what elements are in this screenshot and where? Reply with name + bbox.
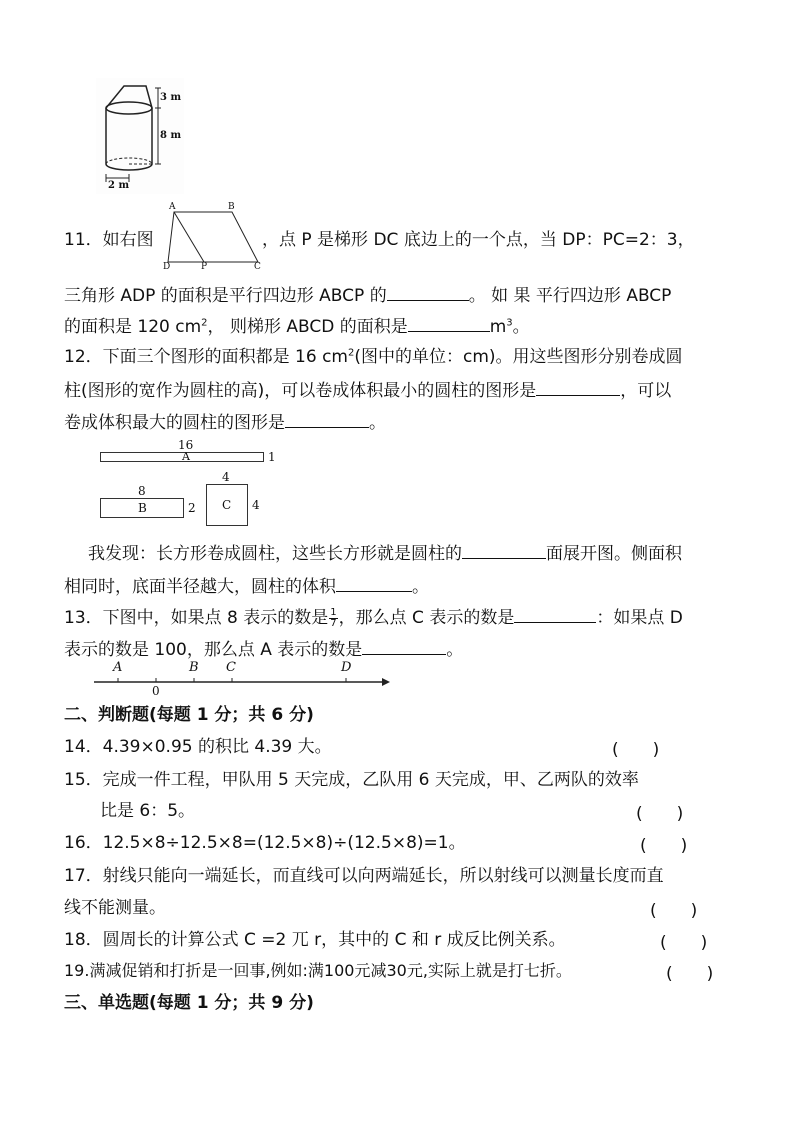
q12-line2-b: ，可以 [620, 381, 672, 401]
q12-sup: 2 [347, 347, 355, 359]
q11-line3-c: m [489, 317, 507, 337]
q13-frac-num: 1 [330, 606, 337, 618]
section-3-title: 三、单选题(每题 1 分；共 9 分) [64, 993, 314, 1013]
shape-a-label: A [182, 450, 190, 463]
q17-text2: 线不能测量。 [64, 898, 166, 918]
q11-blank-1[interactable] [387, 282, 469, 301]
q15-text2: 比是 6：5。 [100, 801, 196, 821]
q17-text: 17．射线只能向一端延长，而直线可以向两端延长，所以射线可以测量长度而直 [64, 866, 664, 886]
q13-line1-b: ，那么点 C 表示的数是 [338, 608, 515, 628]
q11-sup-1: 2 [201, 317, 208, 329]
q11-line2-a: 三角形 ADP 的面积是平行四边形 ABCP 的 [64, 286, 387, 306]
q11-line3 [64, 313, 530, 339]
q15-text: 15．完成一件工程，甲队用 5 天完成，乙队用 6 天完成，甲、乙两队的效率 [64, 770, 639, 790]
q12-line3 [64, 409, 386, 435]
q12-find-2b: 。 [412, 577, 429, 597]
shape-c-top: 4 [222, 470, 230, 484]
q11-line3-d: 。 [512, 317, 530, 337]
q13-blank-1[interactable] [514, 604, 596, 623]
q12-line2-a: 柱(图形的宽作为圆柱的高)，可以卷成体积最小的圆柱的图形是 [64, 381, 537, 401]
axis-label-zero: 0 [152, 684, 160, 698]
q18-paren[interactable]: ( ) [660, 933, 708, 953]
q13-fraction [329, 608, 337, 629]
q12-line3-b: 。 [369, 413, 386, 433]
q15-paren[interactable]: ( ) [636, 804, 684, 824]
q19-text: 19.满减促销和打折是一回事,例如:满100元减30元,实际上就是打七折。 [64, 961, 572, 980]
shape-c-label: C [222, 498, 232, 512]
axis-label-b: B [189, 660, 199, 675]
q12-blank-2[interactable] [285, 409, 369, 428]
q16-text: 16．12.5×8÷12.5×8=(12.5×8)÷(12.5×8)=1。 [64, 833, 466, 853]
q12-find-1b: 面展开图。侧面积 [546, 544, 682, 564]
q11-line2 [64, 282, 671, 308]
q11-line2-b: 。 如 果 平行四边形 ABCP [468, 286, 672, 306]
shape-b-top: 8 [138, 484, 146, 498]
q16-paren[interactable]: ( ) [640, 836, 688, 856]
q12-find-2a: 相同时，底面半径越大，圆柱的体积 [64, 577, 336, 597]
q13-line2 [64, 636, 463, 662]
shape-b-side: 2 [188, 501, 196, 515]
q13-frac-den: 7 [330, 617, 337, 629]
q14-paren[interactable]: ( ) [612, 740, 660, 760]
q11-line3-b: ， 则梯形 ABCD 的面积是 [207, 317, 408, 337]
trap-label-b: B [228, 202, 235, 212]
q13-line2-b: 。 [446, 640, 464, 660]
q12-line1-a: 12．下面三个图形的面积都是 16 cm [64, 347, 348, 367]
q13-line1-c: ：如果点 D [596, 608, 683, 628]
q12-find-1a: 我发现：长方形卷成圆柱，这些长方形就是圆柱的 [88, 544, 462, 564]
number-line [92, 660, 392, 700]
q12-blank-3[interactable] [462, 540, 546, 559]
cylinder-dim-base: 2 m [108, 180, 130, 191]
q13-line1 [64, 604, 683, 630]
trapezoid-figure [160, 202, 270, 274]
cylinder-dim-side: 8 m [160, 130, 182, 141]
q11-line1-pre: 11．如右图 [64, 230, 154, 250]
shape-a-side: 1 [268, 450, 276, 464]
section-2-title: 二、判断题(每题 1 分；共 6 分) [64, 705, 314, 725]
trap-label-c: C [254, 262, 261, 272]
shape-b-label: B [138, 501, 147, 515]
axis-label-c: C [226, 660, 236, 675]
trap-label-d: D [163, 262, 171, 272]
q12-blank-4[interactable] [336, 573, 412, 592]
trap-label-a: A [169, 202, 176, 212]
q14-text: 14．4.39×0.95 的积比 4.39 大。 [64, 737, 332, 757]
q12-find-2 [64, 573, 429, 599]
q11-sup-2: 3 [506, 317, 513, 329]
q12-line2 [64, 377, 671, 403]
shape-a-top: 16 [178, 438, 194, 452]
cylinder-figure [96, 78, 184, 194]
q12-find-1 [88, 540, 682, 566]
q12-line3-a: 卷成体积最大的圆柱的图形是 [64, 413, 285, 433]
q13-blank-2[interactable] [362, 636, 446, 655]
q17-paren[interactable]: ( ) [650, 901, 698, 921]
axis-label-d: D [341, 660, 352, 675]
q18-text: 18．圆周长的计算公式 C =2 兀 r，其中的 C 和 r 成反比例关系。 [64, 930, 566, 950]
q12-blank-1[interactable] [536, 377, 620, 396]
q19-paren[interactable]: ( ) [666, 964, 714, 984]
q13-line2-a: 表示的数是 100，那么点 A 表示的数是 [64, 640, 363, 660]
axis-label-a: A [113, 660, 123, 675]
q11-line1-post: ，点 P 是梯形 DC 底边上的一个点，当 DP：PC=2：3， [262, 230, 695, 250]
cylinder-dim-top: 3 m [160, 92, 182, 103]
q11-line3-a: 的面积是 120 cm [64, 317, 202, 337]
q11-blank-2[interactable] [408, 313, 490, 332]
q12-line1 [64, 345, 683, 369]
q13-line1-a: 13．下图中，如果点 8 表示的数是 [64, 608, 329, 628]
shape-c-side: 4 [252, 498, 260, 512]
q12-line1-b: (图中的单位：cm)。用这些图形分别卷成圆 [354, 347, 683, 367]
trap-label-p: P [201, 262, 208, 272]
